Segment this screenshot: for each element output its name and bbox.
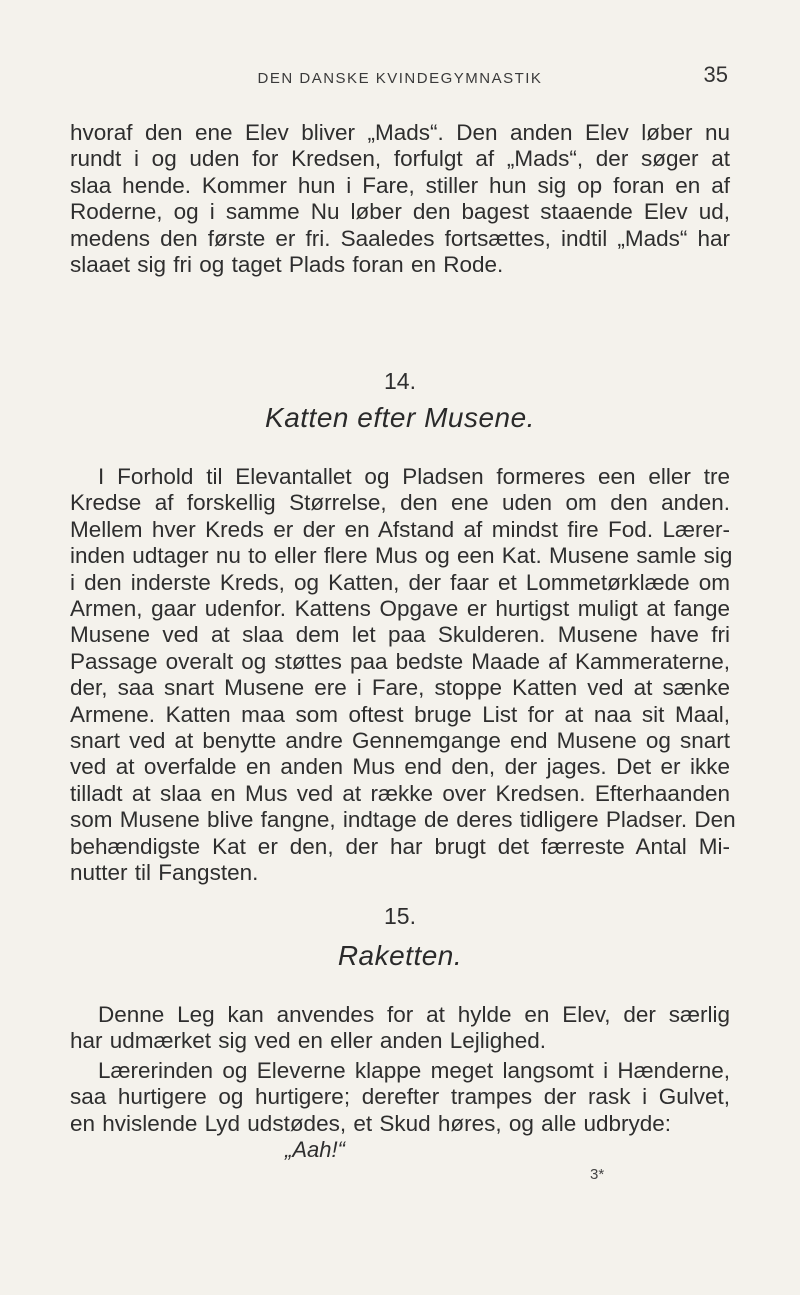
text-line: Mellem hver Kreds er der en Afstand af mindst fire Fod. Lærer- <box>70 516 730 542</box>
text-line: Roderne, og i samme Nu løber den bagest staaende Elev ud, <box>70 199 730 225</box>
text-line: Musene ved at slaa dem let paa Skulderen. Musene have fri <box>70 622 730 648</box>
text-line: slaaet sig fri og taget Plads foran en Rode. <box>70 252 504 278</box>
section-15-paragraph-1 <box>70 1002 730 1055</box>
section-number: 15. <box>384 903 416 929</box>
text-line: en hvislende Lyd udstødes, et Skud høres, og alle udbryde: <box>70 1110 672 1136</box>
section-number: 14. <box>384 368 416 394</box>
text-line: behændigste Kat er den, der har brugt det færreste Antal Mi- <box>70 833 730 859</box>
text-line: saa hurtigere og hurtigere; derefter trampes der rask i Gulvet, <box>70 1084 730 1110</box>
text-line: nutter til Fangsten. <box>70 860 259 886</box>
text-line: der, saa snart Musene ere i Fare, stoppe Katten ved at sænke <box>70 675 730 701</box>
page-number: 35 <box>703 62 728 87</box>
text-line: i den inderste Kreds, og Katten, der faar et Lommetørklæde om <box>70 569 730 595</box>
intro-paragraph <box>70 120 730 278</box>
text-line: som Musene blive fangne, indtage de deres tidligere Pladser. Den <box>70 807 736 833</box>
section-14-paragraph <box>70 464 736 887</box>
running-head: DEN DANSKE KVINDEGYMNASTIK <box>257 70 543 87</box>
text-line: medens den første er fri. Saaledes fortsættes, indtil „Mads“ har <box>70 225 730 251</box>
text-line: Lærerinden og Eleverne klappe meget langsomt i Hænderne, <box>98 1058 730 1083</box>
section-title: Raketten. <box>337 940 463 971</box>
text-line: Kredse af forskellig Størrelse, den ene uden om den anden. <box>70 490 730 516</box>
text-line: tilladt at slaa en Mus ved at række over Kredsen. Efterhaanden <box>70 780 730 806</box>
text-line: I Forhold til Elevantallet og Pladsen formeres een eller tre <box>98 464 730 489</box>
text-line: Armene. Katten maa som oftest bruge List for at naa sit Maal, <box>70 701 730 727</box>
text-line: Armen, gaar udenfor. Kattens Opgave er hurtigst muligt at fange <box>70 596 730 622</box>
signature-mark: 3* <box>590 1166 605 1183</box>
text-line: rundt i og uden for Kredsen, forfulgt af „Mads“, der søger at <box>70 146 730 172</box>
text-line: hvoraf den ene Elev bliver „Mads“. Den anden Elev løber nu <box>70 120 730 145</box>
text-line: Passage overalt og støttes paa bedste Maade af Kammeraterne, <box>70 648 730 674</box>
text-line: ved at overfalde en anden Mus end den, der jages. Det er ikke <box>70 754 730 780</box>
text-line: Denne Leg kan anvendes for at hylde en Elev, der særlig <box>98 1002 730 1027</box>
text-line: har udmærket sig ved en eller anden Lejlighed. <box>70 1028 547 1054</box>
section-title: Katten efter Musene. <box>265 402 535 433</box>
section-15-paragraph-2 <box>70 1058 730 1137</box>
text-line: slaa hende. Kommer hun i Fare, stiller hun sig op foran en af <box>70 172 730 198</box>
text-line: snart ved at benytte andre Gennemgange end Musene og snart <box>70 728 730 754</box>
exclamation: „Aah!“ <box>285 1137 345 1162</box>
text-line: inden udtager nu to eller flere Mus og een Kat. Musene samle sig <box>70 543 733 569</box>
